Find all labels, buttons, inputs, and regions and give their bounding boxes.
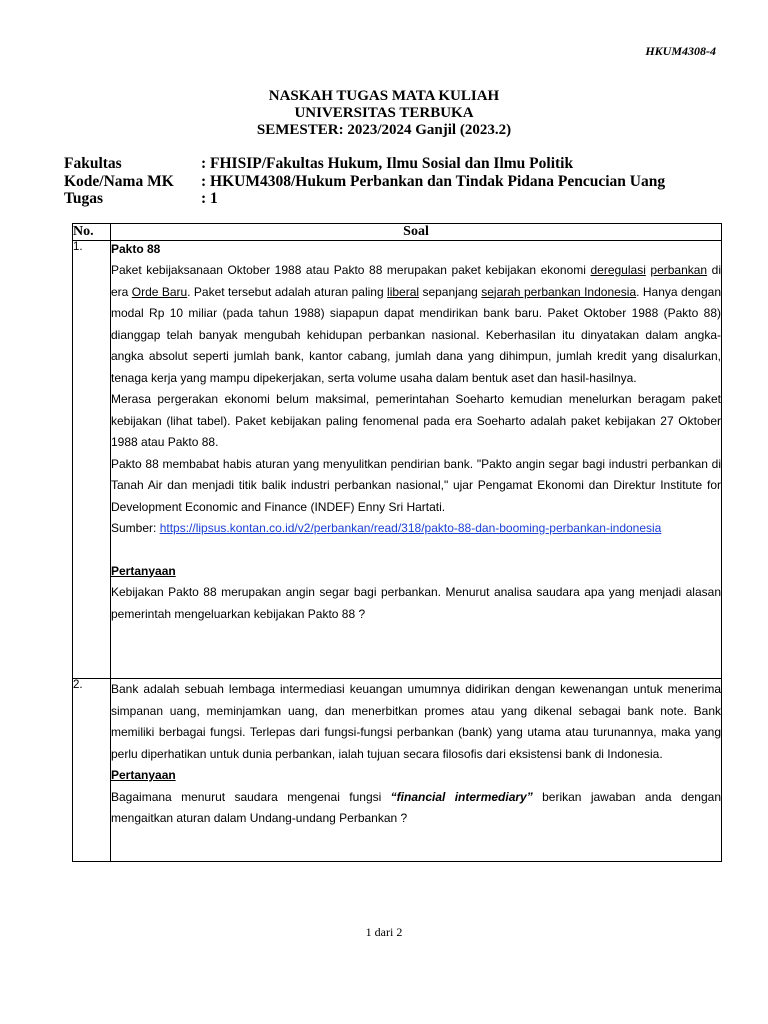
link-deregulasi: deregulasi [590,263,646,277]
course-meta [64,155,665,208]
source-link[interactable]: https://lipsus.kontan.co.id/v2/perbankan/read/318/pakto-88-dan-booming-perbankan-indonesia [159,521,662,535]
meta-row-fakultas [64,155,665,173]
header-line-1: NASKAH TUGAS MATA KULIAH [268,88,500,104]
paragraph: Bank adalah sebuah lembaga intermediasi keuangan umumnya didirikan dengan kewenangan untuk menerima simpanan uang, meminjamkan uang, dan menerbitkan promes atau yang dikenal sebagai bank note. Bank memiliki berbagai fungsi. Terlepas dari fungsi-fungsi perbankan (bank) yang utama atau turunannya, maka yang perlu diperhatikan untuk dunia perbankan, ialah tujuan secara filosofis dari eksistensi bank di Indonesia. [111,682,721,761]
document-code: HKUM4308-4 [645,44,716,58]
column-header-no: No. [73,224,111,241]
text-run: berikan jawaban anda dengan mengaitkan aturan dalam Undang-undang Perbankan ? [111,789,721,825]
meta-key: Tugas [64,190,104,207]
question-number: 1. [73,241,111,679]
meta-value: : FHISIP/Fakultas Hukum, Ilmu Sosial dan Ilmu Politik [201,155,574,172]
link-perbankan: perbankan [650,263,708,277]
emphasis: “financial intermediary” [390,789,533,804]
question-number: 2. [73,679,111,862]
header-line-2: UNIVERSITAS TERBUKA [294,105,474,121]
question-text [111,787,721,830]
question-body [111,241,722,679]
question-text: Kebijakan Pakto 88 merupakan angin segar bagi perbankan. Menurut analisa saudara apa yang menjadi alasan pemerintah mengeluarkan kebijakan Pakto 88 ? [111,585,721,621]
table-header-row [73,224,722,241]
table-row [73,241,722,679]
page-number: 1 dari 2 [365,925,403,939]
meta-row-tugas [64,190,665,208]
paragraph [111,260,721,389]
table-row [73,679,722,862]
questions-table [72,223,722,862]
question-body [111,679,722,862]
paragraph: Pakto 88 membabat habis aturan yang menyulitkan pendirian bank. "Pakto angin segar bagi industri perbankan di Tanah Air dan menjadi titik balik industri perbankan nasional," ujar Pengamat Ekonomi dan Direktur Institute for Development Economic and Finance (INDEF) Enny Sri Hartati. [111,456,721,514]
text-run: . Hanya dengan modal Rp 10 miliar (pada tahun 1988) siapapun dapat mendirikan bank baru. Paket Oktober 1988 (Pakto 88) dianggap telah banyak mengubah kehidupan perbankan nasional. Keberhasilan itu dinyatakan dalam angka-angka absolut seperti jumlah bank, kantor cabang, jumlah dana yang dihimpun, jumlah kredit yang disalurkan, tenaga kerja yang mampu dipekerjakan, serta volume usaha dalam bentuk aset dan hasil-hasilnya. [111,284,721,385]
link-orde-baru: Orde Baru [131,284,188,299]
link-sejarah: sejarah perbankan Indonesia [481,284,637,299]
source-line [111,518,721,540]
link-liberal: liberal [387,284,420,299]
text-run: . Paket tersebut adalah aturan paling [187,284,388,299]
source-label: Sumber: [111,521,160,535]
text-run: Paket kebijaksanaan Oktober 1988 atau Pakto 88 merupakan paket kebijakan ekonomi [111,263,591,277]
meta-key: Kode/Nama MK [64,172,174,190]
meta-value: : HKUM4308/Hukum Perbankan dan Tindak Pidana Pencucian Uang [201,172,666,190]
text-run: di era [111,263,721,299]
text-run: Bagaimana menurut saudara mengenai fungsi [111,789,391,804]
meta-row-kode [64,173,665,191]
question-title: Pakto 88 [111,242,161,256]
header-line-3: SEMESTER: 2023/2024 Ganjil (2023.2) [256,122,512,138]
text-run: sepanjang [419,284,482,299]
document-header [0,88,768,139]
column-header-soal: Soal [111,224,722,241]
meta-key: Fakultas [64,155,122,172]
meta-value: : 1 [201,190,218,207]
paragraph: Merasa pergerakan ekonomi belum maksimal, pemerintahan Soeharto kemudian menelurkan beragam paket kebijakan (lihat tabel). Paket kebijakan paling fenomenal pada era Soeharto adalah paket kebijakan 27 Oktober 1988 atau Pakto 88. [111,392,721,449]
question-heading: Pertanyaan [111,768,176,782]
question-heading: Pertanyaan [111,563,176,578]
